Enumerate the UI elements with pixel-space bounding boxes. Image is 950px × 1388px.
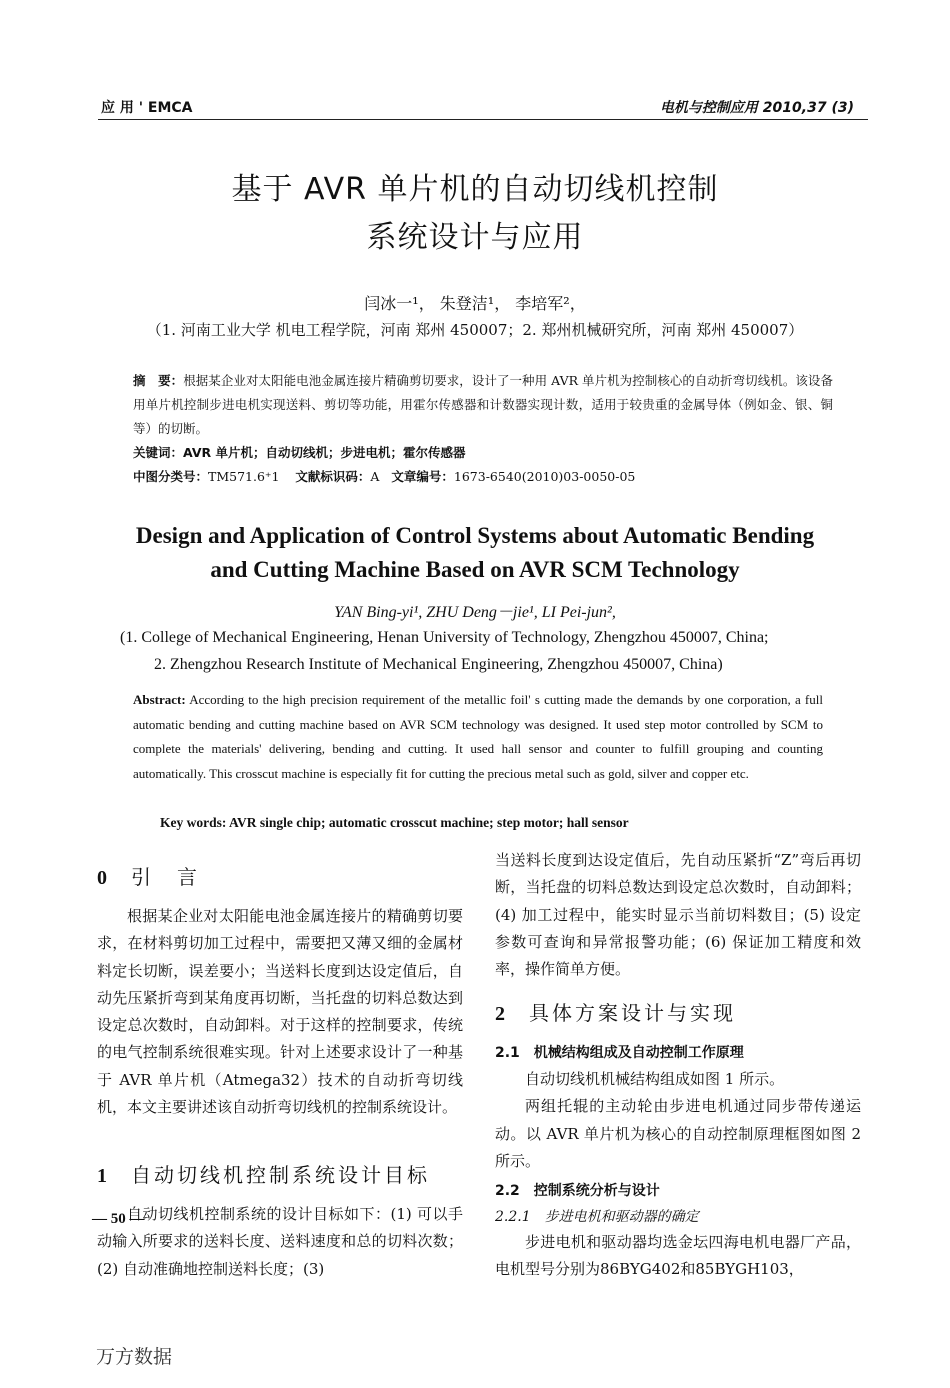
doccode-value: A: [370, 469, 380, 484]
section-2-title: 具体方案设计与实现: [529, 1001, 736, 1025]
keywords-cn: [133, 441, 833, 465]
subsection-2-2-1-heading: 2.2.1 步进电机和驱动器的确定: [495, 1209, 699, 1225]
intro-paragraph: [97, 903, 463, 1121]
section-0-number: 0: [97, 867, 107, 889]
goals-continued-text: 当送料长度到达设定值后，先自动压紧折“Z”弯后再切断，当托盘的切料总数达到设定总次数时，自动卸料；(4) 加工过程中，能实时显示当前切料数目；(5) 设定参数可查询和异常报警功能；(6) 保证加工精度和效率，操作简单方便。: [495, 851, 861, 979]
goals-paragraph: [97, 1201, 463, 1283]
subsection-2-2-heading: 2.2 控制系统分析与设计: [495, 1183, 660, 1199]
paper-title-en: [0, 519, 950, 587]
keywords-cn-label: 关键词：: [133, 445, 184, 460]
authors-en: YAN Bing-yi¹, ZHU Deng－jie¹, LI Pei-jun²,: [334, 604, 616, 621]
affiliations-cn: （1. 河南工业大学 机电工程学院，河南 郑州 450007；2. 郑州机械研究所，河南 郑州 450007）: [146, 321, 804, 339]
abstract-en-text: According to the high precision requirement of the metallic foil' s cutting made the demands by one corporation, a full automatic bending and cutting machine based on AVR SCM technology was designed. It used step motor controlled by SCM to complete the materials' delivering, bending and cutting. It used hall sensor and counter to fulfill grouping and counting automatically. This crosscut machine is especially fit for cutting the precious metal such as gold, silver and copper etc.: [133, 692, 823, 781]
keywords-en: Key words: AVR single chip; automatic crosscut machine; step motor; hall sensor: [160, 815, 629, 830]
section-0-heading: [97, 861, 200, 890]
goals-continued: [495, 847, 861, 983]
abstract-en-label: Abstract:: [133, 692, 186, 707]
authors-cn: 闫冰一¹， 朱登洁¹， 李培军²，: [364, 294, 586, 313]
intro-text: 根据某企业对太阳能电池金属连接片的精确剪切要求，在材料剪切加工过程中，需要把又薄又细的金属材料定长切断，误差要小；当送料长度到达设定值后，自动先压紧折弯到某角度再切断，当托盘的切料总数达到设定总次数时，自动卸料。对于这样的控制要求，传统的电气控制系统很难实现。针对上述要求设计了一种基于 AVR 单片机（Atmega32）技术的自动折弯切线机，本文主要讲述该自动折弯切线机的控制系统设计。: [97, 907, 463, 1117]
title-en-line1: Design and Application of Control Systems about Automatic Bending: [135, 523, 815, 548]
section-1-heading: [97, 1159, 430, 1188]
classification-label: 中图分类号：: [133, 469, 209, 484]
subsection-2-2-1-text: 步进电机和驱动器均选金坛四海电机电器厂产品，电机型号分别为86BYG402和85BYGH103，: [495, 1233, 861, 1279]
running-header-right: 电机与控制应用 2010,37 (3): [659, 100, 854, 116]
abstract-cn-text: 根据某企业对太阳能电池金属连接片精确剪切要求，设计了一种用 AVR 单片机为控制核心的自动折弯切线机。该设备用单片机控制步进电机实现送料、剪切等功能，用霍尔传感器和计数器实现计数，适用于较贵重的金属导体（例如金、银、铜等）的切断。: [133, 373, 833, 436]
subsection-2-1-text2: 两组托辊的主动轮由步进电机通过同步带传递运动。以 AVR 单片机为核心的自动控制原理框图如图 2 所示。: [495, 1097, 861, 1170]
abstract-cn-block: [133, 369, 833, 489]
paper-title-cn: [0, 166, 950, 262]
classification-value: TM571.6⁺1: [208, 469, 280, 484]
title-cn-line1: 基于 AVR 单片机的自动切线机控制: [231, 172, 719, 207]
subsection-2-2-1-body: [495, 1229, 861, 1284]
section-2-number: 2: [495, 1003, 505, 1025]
affiliation-en-line2: 2. Zhengzhou Research Institute of Mechanical Engineering, Zhengzhou 450007, China): [154, 656, 723, 673]
subsection-2-1-text1: 自动切线机机械结构组成如图 1 所示。: [525, 1070, 785, 1088]
subsection-2-1-body: [495, 1066, 861, 1175]
classification-line: [133, 465, 833, 489]
affiliations-en: [120, 624, 840, 678]
running-header-left: 应 用 ' EMCA: [101, 100, 193, 116]
watermark-text: 万方数据: [96, 1346, 173, 1368]
abstract-cn-label: 摘 要：: [133, 373, 184, 388]
subsection-2-1-heading: 2.1 机械结构组成及自动控制工作原理: [495, 1045, 744, 1061]
doccode-label: 文献标识码：: [295, 469, 371, 484]
section-1-title: 自动切线机控制系统设计目标: [131, 1163, 430, 1187]
title-cn-line2: 系统设计与应用: [366, 220, 584, 255]
section-2-heading: [495, 997, 736, 1026]
section-0-title: 引 言: [131, 865, 200, 889]
page-number: — 50 —: [92, 1211, 145, 1227]
title-en-line2: and Cutting Machine Based on AVR SCM Technology: [210, 557, 740, 582]
section-1-number: 1: [97, 1165, 107, 1187]
abstract-en: [133, 688, 823, 786]
header-rule: [98, 119, 868, 120]
article-no-value: 1673-6540(2010)03-0050-05: [453, 469, 636, 484]
goals-text: 自动切线机控制系统的设计目标如下：(1) 可以手动输入所要求的送料长度、送料速度和总的切料次数；(2) 自动准确地控制送料长度；(3): [97, 1205, 463, 1278]
affiliation-en-line1: (1. College of Mechanical Engineering, Henan University of Technology, Zhengzhou 450007, China;: [120, 629, 769, 646]
keywords-cn-text: AVR 单片机；自动切线机；步进电机；霍尔传感器: [183, 445, 466, 460]
article-no-label: 文章编号：: [391, 469, 454, 484]
abstract-cn: [133, 369, 833, 441]
